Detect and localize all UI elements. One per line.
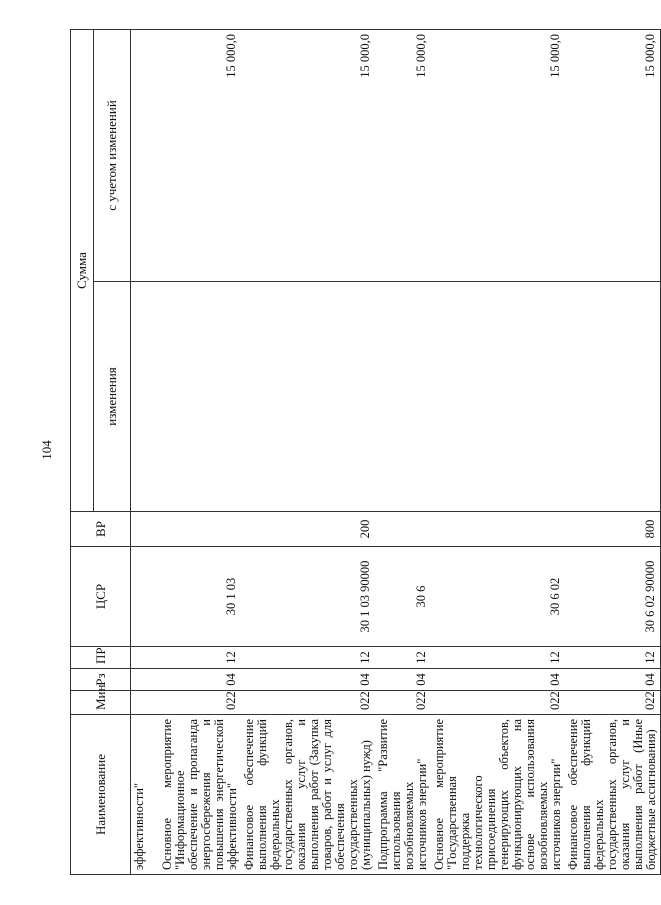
header-pr: ПР — [71, 647, 131, 669]
row-vr: 200 — [241, 512, 375, 547]
row-vr — [431, 512, 565, 547]
row-rz: 04 — [375, 669, 431, 691]
row-pr: 12 — [431, 647, 565, 669]
header-min: Мин — [71, 691, 131, 715]
row-csr: 30 6 02 90000 — [565, 547, 661, 647]
header-change: изменения — [94, 282, 131, 512]
row-pr: 12 — [565, 647, 661, 669]
row-csr — [131, 547, 158, 647]
row-name: Финансовое обеспечение выполнения функций федеральных государственных органов, оказания услуг и выполнения работ (Закупка товаров, работ и услуг для обеспечения государственных (муниципальных) нужд) — [241, 715, 375, 875]
row-pr: 12 — [375, 647, 431, 669]
row-change — [431, 282, 565, 512]
header-sum: Сумма — [71, 30, 94, 512]
header-with-changes: с учетом изменений — [94, 30, 131, 282]
rotated-page-content — [70, 30, 658, 875]
row-min: 022 — [157, 691, 241, 715]
row-vr: 800 — [565, 512, 661, 547]
row-with-changes: 15 000,0 — [241, 30, 375, 282]
row-rz: 04 — [431, 669, 565, 691]
row-min: 022 — [375, 691, 431, 715]
table-row — [375, 30, 431, 875]
row-min: 022 — [241, 691, 375, 715]
row-name: эффективности" — [131, 715, 158, 875]
header-row-1 — [71, 30, 94, 875]
row-csr: 30 6 02 — [431, 547, 565, 647]
budget-table — [70, 29, 661, 875]
table-row — [241, 30, 375, 875]
row-rz: 04 — [241, 669, 375, 691]
row-change — [565, 282, 661, 512]
row-pr: 12 — [157, 647, 241, 669]
page-number: 104 — [39, 440, 54, 460]
table-row — [157, 30, 241, 875]
header-vr: ВР — [71, 512, 131, 547]
row-pr: 12 — [241, 647, 375, 669]
header-rz: Рз — [71, 669, 131, 691]
row-name: Подпрограмма "Развитие использования возобновляемых источников энергии" — [375, 715, 431, 875]
row-with-changes: 15 000,0 — [431, 30, 565, 282]
row-vr — [375, 512, 431, 547]
row-vr — [157, 512, 241, 547]
row-name: Основное мероприятие "Информационное обеспечение и пропаганда энергосбережения и повышения энергетической эффективности" — [157, 715, 241, 875]
row-change — [157, 282, 241, 512]
row-name: Финансовое обеспечение выполнения функций федеральных государственных органов, оказания услуг и выполнения работ (Иные бюджетные ассигнования) — [565, 715, 661, 875]
row-rz — [131, 669, 158, 691]
table-row — [565, 30, 661, 875]
row-with-changes: 15 000,0 — [375, 30, 431, 282]
header-name: Наименование — [71, 715, 131, 875]
row-rz: 04 — [157, 669, 241, 691]
row-min — [131, 691, 158, 715]
row-change — [131, 282, 158, 512]
row-change — [375, 282, 431, 512]
row-csr: 30 1 03 — [157, 547, 241, 647]
row-with-changes: 15 000,0 — [157, 30, 241, 282]
row-with-changes — [131, 30, 158, 282]
header-csr: ЦСР — [71, 547, 131, 647]
row-rz: 04 — [565, 669, 661, 691]
table-row — [431, 30, 565, 875]
row-name: Основное мероприятие "Государственная поддержка технологического присоединения генерирующих объектов, функционирующих на основе использования возобновляемых источников энергии" — [431, 715, 565, 875]
row-pr — [131, 647, 158, 669]
row-min: 022 — [565, 691, 661, 715]
row-vr — [131, 512, 158, 547]
row-csr: 30 1 03 90000 — [241, 547, 375, 647]
row-with-changes: 15 000,0 — [565, 30, 661, 282]
row-min: 022 — [431, 691, 565, 715]
table-row — [131, 30, 158, 875]
row-change — [241, 282, 375, 512]
row-csr: 30 6 — [375, 547, 431, 647]
